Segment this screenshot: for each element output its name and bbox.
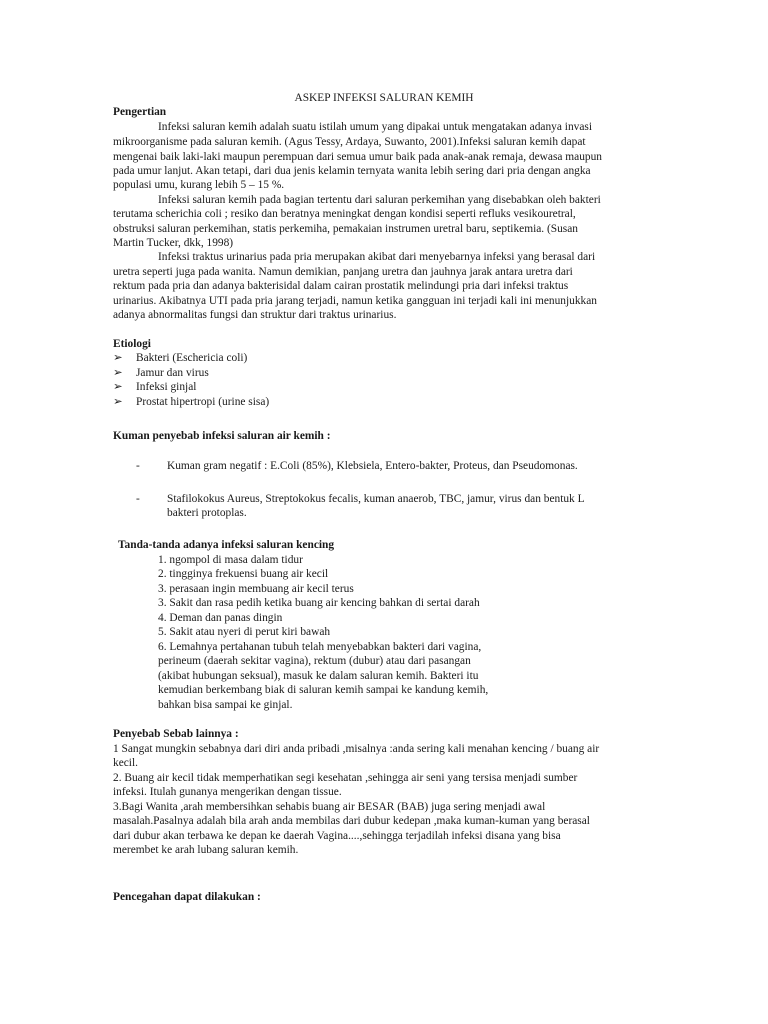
paragraph-line: dari dubur akan terbawa ke depan ke daerah Vagina....,sehingga terjadilah infeksi disana yang bisa	[113, 830, 561, 842]
etiologi-heading: Etiologi	[113, 338, 151, 350]
paragraph-line: 2. Buang air kecil tidak memperhatikan segi kesehatan ,sehingga air seni yang tersisa menjadi sumber	[113, 772, 578, 784]
paragraph-line: urinarius. Akibatnya UTI pada pria jarang terjadi, namun ketika gangguan ini terjadi kali ini menunjukkan	[113, 295, 597, 307]
numbered-item-continued: bahkan bisa sampai ke ginjal.	[158, 699, 293, 711]
paragraph-line: terutama scherichia coli ; resiko dan beratnya meningkat dengan kondisi seperti refluks vesikouretral,	[113, 208, 576, 220]
tanda-heading: Tanda-tanda adanya infeksi saluran kencing	[118, 539, 335, 551]
numbered-item: 2. tingginya frekuensi buang air kecil	[158, 568, 329, 580]
kuman-heading: Kuman penyebab infeksi saluran air kemih :	[113, 430, 331, 442]
paragraph-line: mikroorganisme pada saluran kemih. (Agus Tessy, Ardaya, Suwanto, 2001).Infeksi saluran kemih dapat	[113, 136, 586, 148]
bullet-icon: ➢	[113, 367, 123, 379]
paragraph-line: obstruksi saluran perkemihan, statis perkemiha, pemakaian instrumen uretral baru, septikemia. (Susan	[113, 223, 578, 235]
paragraph-line: uretra seperti juga pada wanita. Namun demikian, panjang uretra dan jauhnya jarak antara uretra dari	[113, 266, 573, 278]
paragraph-line: infeksi. Itulah gunanya mengerikan dengan tissue.	[113, 786, 342, 798]
paragraph-line: Martin Tucker, dkk, 1998)	[113, 237, 234, 249]
bullet-icon: ➢	[113, 352, 123, 364]
document-title: ASKEP INFEKSI SALURAN KEMIH	[294, 92, 474, 104]
list-item: Bakteri (Eschericia coli)	[136, 352, 248, 364]
paragraph-line: 1 Sangat mungkin sebabnya dari diri anda pribadi ,misalnya :anda sering kali menahan kencing / buang air	[113, 743, 600, 755]
numbered-item: 5. Sakit atau nyeri di perut kiri bawah	[158, 626, 331, 638]
bullet-icon: ➢	[113, 381, 123, 393]
paragraph-line: adanya abnormalitas fungsi dan struktur dari traktus urinarius.	[113, 309, 397, 321]
paragraph-line: Infeksi saluran kemih pada bagian tertentu dari saluran perkemihan yang disebabkan oleh bakteri	[158, 194, 601, 206]
pengertian-heading: Pengertian	[113, 106, 167, 118]
dash-marker: -	[136, 460, 140, 472]
numbered-item-continued: perineum (daerah sekitar vagina), rektum (dubur) atau dari pasangan	[158, 655, 471, 667]
pencegahan-heading: Pencegahan dapat dilakukan :	[113, 891, 261, 903]
bullet-icon: ➢	[113, 396, 123, 408]
paragraph-line: 3.Bagi Wanita ,arah membersihkan sehabis buang air BESAR (BAB) juga sering menjadi awal	[113, 801, 546, 813]
paragraph-line: Infeksi traktus urinarius pada pria merupakan akibat dari menyebarnya infeksi yang berasal dari	[158, 251, 596, 263]
numbered-item: 6. Lemahnya pertahanan tubuh telah menyebabkan bakteri dari vagina,	[158, 641, 482, 653]
paragraph-line: populasi umu, kurang lebih 5 – 15 %.	[113, 179, 285, 191]
paragraph-line: kecil.	[113, 757, 138, 769]
paragraph-line: pada umur lanjut. Akan tetapi, dari dua jenis kelamin ternyata wanita lebih sering dari pria dengan angka	[113, 165, 591, 177]
numbered-item: 3. Sakit dan rasa pedih ketika buang air kencing bahkan di sertai darah	[158, 597, 480, 609]
paragraph-line: rektum pada pria dan adanya bakterisidal dalam cairan prostatik melindungi pria dari infeksi traktus	[113, 280, 569, 292]
paragraph-line: masalah.Pasalnya adalah bila arah anda membilas dari dubur kedepan ,maka kuman-kuman yang berasal	[113, 815, 590, 827]
list-item: Stafilokokus Aureus, Streptokokus fecalis, kuman anaerob, TBC, jamur, virus dan bentuk L	[167, 493, 585, 505]
list-item: Jamur dan virus	[136, 367, 209, 379]
dash-marker: -	[136, 493, 140, 505]
list-item: Infeksi ginjal	[136, 381, 197, 393]
numbered-item-continued: (akibat hubungan seksual), masuk ke dalam saluran kemih. Bakteri itu	[158, 670, 479, 682]
list-item: Prostat hipertropi (urine sisa)	[136, 396, 270, 408]
list-item-continued: bakteri protoplas.	[167, 507, 247, 519]
numbered-item: 1. ngompol di masa dalam tidur	[158, 554, 303, 566]
list-item: Kuman gram negatif : E.Coli (85%), Klebsiela, Entero-bakter, Proteus, dan Pseudomonas.	[167, 460, 578, 472]
numbered-item: 4. Deman dan panas dingin	[158, 612, 283, 624]
paragraph-line: mengenai baik laki-laki maupun perempuan dari semua umur baik pada anak-anak remaja, dewasa maupun	[113, 151, 602, 163]
numbered-item-continued: kemudian berkembang biak di saluran kemih sampai ke kandung kemih,	[158, 684, 489, 696]
paragraph-line: Infeksi saluran kemih adalah suatu istilah umum yang dipakai untuk mengatakan adanya invasi	[158, 121, 592, 133]
numbered-item: 3. perasaan ingin membuang air kecil terus	[158, 583, 354, 595]
paragraph-line: merembet ke arah lubang saluran kemih.	[113, 844, 299, 856]
penyebab-heading: Penyebab Sebab lainnya :	[113, 728, 239, 740]
